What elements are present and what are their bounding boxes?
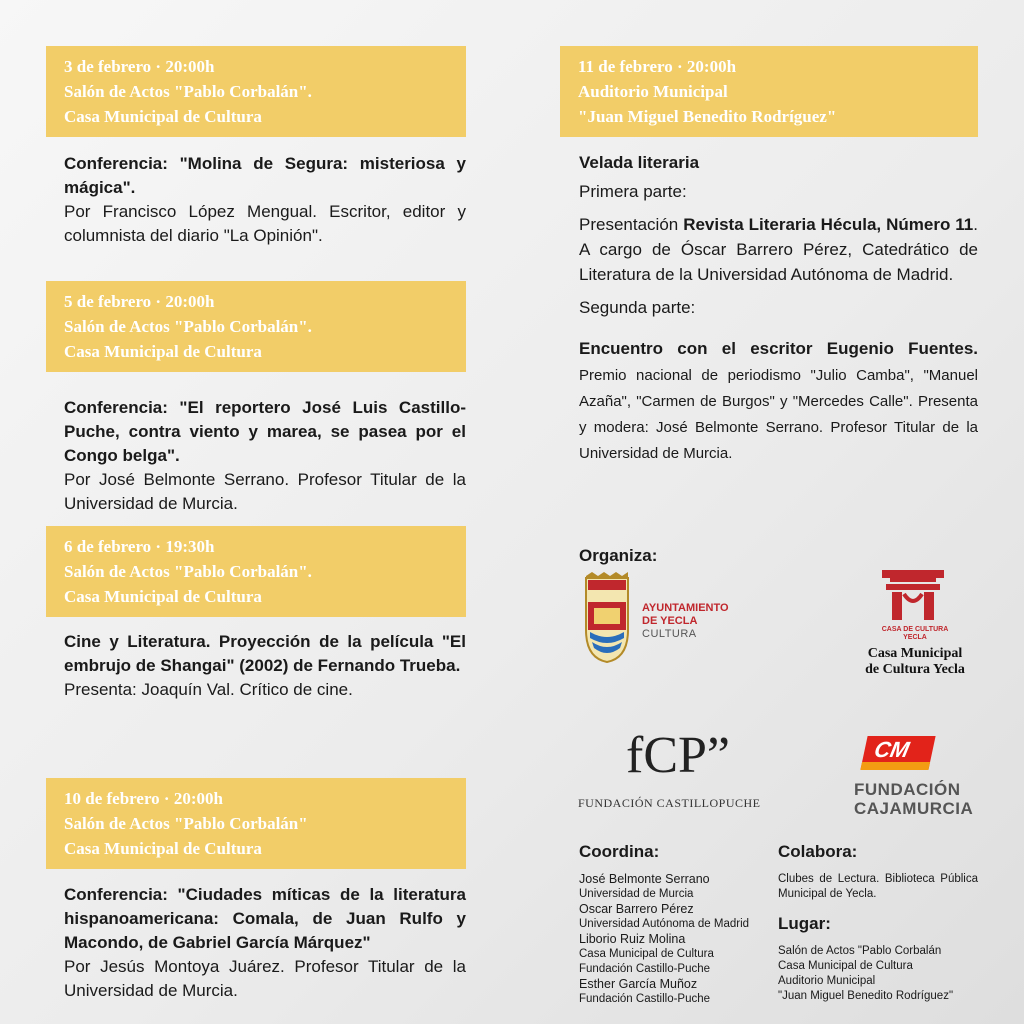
fcp-mark: fCP”	[626, 727, 730, 784]
event-1-banner	[46, 46, 466, 137]
coordinator-affiliation: Universidad Autónoma de Madrid	[579, 918, 750, 930]
event-4-banner	[46, 778, 466, 869]
colabora-text: Clubes de Lectura. Biblioteca Pública Municipal de Yecla.	[778, 873, 978, 900]
event-title: Velada literaria	[579, 153, 700, 172]
event-title: Conferencia: "Ciudades míticas de la literatura hispanoamericana: Comala, de Juan Rulfo y Macondo, de Gabriel García Márquez"	[64, 885, 466, 952]
casa-cultura-emblem-icon	[878, 568, 948, 634]
lugar-line: Salón de Actos "Pablo Corbalán	[778, 945, 942, 957]
coordinator-name: José Belmonte Serrano	[579, 872, 710, 886]
event-venue: Salón de Actos "Pablo Corbalán".	[64, 562, 312, 581]
lugar-label: Lugar:	[778, 914, 831, 933]
fundacion-cajamurcia-logo	[850, 736, 980, 820]
event-description: Por Jesús Montoya Juárez. Profesor Titular de la Universidad de Murcia.	[64, 957, 466, 1000]
event-title: Conferencia: "Molina de Segura: misteriosa y mágica".	[64, 154, 466, 197]
event-3-text	[64, 630, 466, 702]
coordinator-affiliation: Casa Municipal de Cultura	[579, 948, 714, 960]
event-venue: Casa Municipal de Cultura	[64, 839, 262, 858]
fcp-subtitle: FUNDACIÓN CASTILLOPUCHE	[578, 796, 761, 810]
lugar-line: Auditorio Municipal	[778, 975, 876, 987]
presentation-text	[579, 212, 978, 287]
event-description: Presenta: Joaquín Val. Crítico de cine.	[64, 680, 353, 699]
coordina-list	[579, 872, 759, 1007]
cajamurcia-label: CAJAMURCIA	[854, 799, 974, 818]
event-1-text	[64, 152, 466, 248]
ayuntamiento-name: AYUNTAMIENTO	[642, 602, 729, 614]
casa-small-city: YECLA	[903, 634, 927, 641]
ayuntamiento-dept: CULTURA	[642, 628, 697, 640]
coordinator-name: Oscar Barrero Pérez	[579, 902, 694, 916]
casa-name-line2: de Cultura Yecla	[865, 662, 965, 677]
organiza-label: Organiza:	[579, 546, 658, 565]
event-description: Por Francisco López Mengual. Escritor, editor y columnista del diario "La Opinión".	[64, 202, 466, 245]
event-venue: Auditorio Municipal	[578, 82, 728, 101]
magazine-title: Revista Literaria Hécula, Número 11	[683, 215, 974, 234]
lugar-line: Casa Municipal de Cultura	[778, 960, 913, 972]
part-one-label: Primera parte:	[579, 182, 687, 201]
colabora-label: Colabora:	[778, 842, 858, 861]
coordina-label: Coordina:	[579, 842, 660, 861]
presentation-detail: . A cargo de Óscar Barrero Pérez, Catedrático de Literatura de la Universidad Autónoma de Madrid.	[579, 215, 978, 284]
event-date: 5 de febrero · 20:00h	[64, 292, 215, 311]
event-2-banner	[46, 281, 466, 372]
coordinator-affiliation: Fundación Castillo-Puche	[579, 993, 711, 1005]
lugar-list	[778, 944, 978, 1004]
coordinator-affiliation: Universidad de Murcia	[579, 888, 694, 900]
event-title: Cine y Literatura. Proyección de la película "El embrujo de Shangai" (2002) de Fernando Trueba.	[64, 632, 466, 675]
event-venue: Salón de Actos "Pablo Corbalán".	[64, 317, 312, 336]
cm-text: CM	[872, 737, 912, 762]
ayuntamiento-city: DE YECLA	[642, 615, 698, 627]
event-date: 6 de febrero · 19:30h	[64, 537, 215, 556]
event-4-text	[64, 883, 466, 1003]
encounter-title: Encuentro con el escritor Eugenio Fuentes.	[579, 339, 978, 358]
coordinator-affiliation: Fundación Castillo-Puche	[579, 963, 711, 975]
event-venue: "Juan Miguel Benedito Rodríguez"	[578, 107, 837, 126]
event-description: Por José Belmonte Serrano. Profesor Titular de la Universidad de Murcia.	[64, 470, 466, 513]
event-venue: Casa Municipal de Cultura	[64, 587, 262, 606]
event-venue: Casa Municipal de Cultura	[64, 107, 262, 126]
coat-of-arms-icon	[580, 572, 634, 664]
event-date: 3 de febrero · 20:00h	[64, 57, 215, 76]
coordinator-name: Esther García Muñoz	[579, 977, 698, 991]
event-venue: Salón de Actos "Pablo Corbalán"	[64, 814, 308, 833]
ayuntamiento-yecla-logo	[580, 572, 760, 664]
casa-small-label: CASA DE CULTURA	[881, 626, 949, 633]
event-date: 11 de febrero · 20:00h	[578, 57, 737, 76]
event-date: 10 de febrero · 20:00h	[64, 789, 223, 808]
event-2-text	[64, 396, 466, 516]
cm-icon	[860, 736, 935, 770]
part-two-label: Segunda parte:	[579, 298, 696, 317]
presentation-prefix: Presentación	[579, 215, 684, 234]
event-venue: Salón de Actos "Pablo Corbalán".	[64, 82, 312, 101]
fundacion-castillo-puche-logo	[578, 726, 768, 816]
casa-cultura-logo	[850, 568, 980, 680]
event-3-banner	[46, 526, 466, 617]
event-venue: Casa Municipal de Cultura	[64, 342, 262, 361]
event-5-text	[579, 150, 978, 466]
coordinator-name: Liborio Ruiz Molina	[579, 932, 686, 946]
encounter-detail: Premio nacional de periodismo "Julio Camba", "Manuel Azaña", "Carmen de Burgos" y "Mercedes Calle". Presenta y modera: José Belmonte Serrano. Profesor Titular de la Universidad de Murcia.	[579, 367, 978, 462]
event-5-banner	[560, 46, 978, 137]
fundacion-label: FUNDACIÓN	[854, 780, 961, 799]
lugar-line: "Juan Miguel Benedito Rodríguez"	[778, 990, 954, 1002]
event-title: Conferencia: "El reportero José Luis Castillo-Puche, contra viento y marea, se pasea por el Congo belga".	[64, 398, 466, 465]
casa-name-line1: Casa Municipal	[867, 646, 963, 661]
encounter-text	[579, 336, 978, 466]
